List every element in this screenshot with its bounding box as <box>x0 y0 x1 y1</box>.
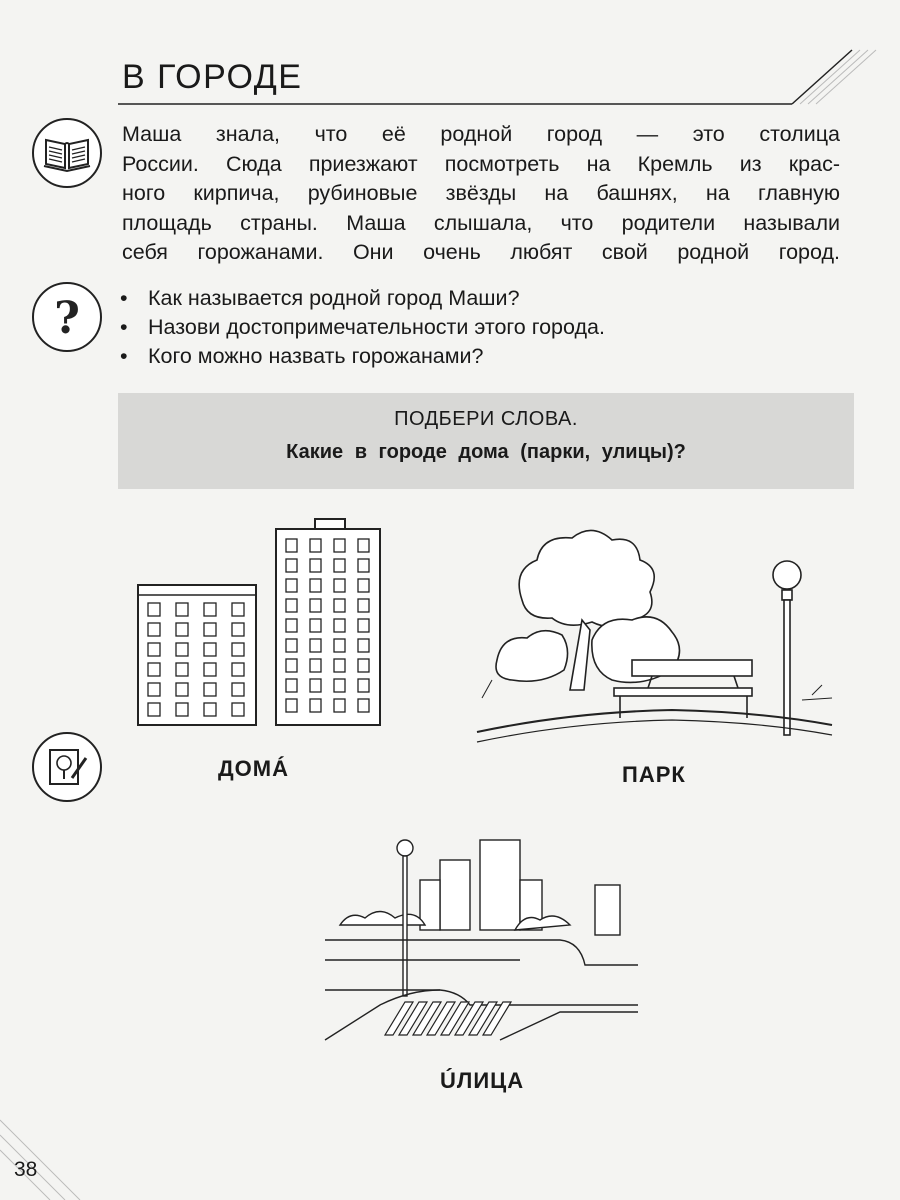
window-shape <box>232 663 244 676</box>
window-shape <box>310 539 321 552</box>
reading-line: России. Сюда приезжают посмотреть на Кремль из крас- <box>122 151 840 176</box>
window-shape <box>334 639 345 652</box>
window-shape <box>358 679 369 692</box>
window-shape <box>286 599 297 612</box>
book-icon <box>32 118 102 188</box>
task-subtitle: Какие в городе дома (парки, улицы)? <box>286 441 686 463</box>
window-shape <box>334 619 345 632</box>
question-item: • Как называется родной город Маши? <box>118 284 605 313</box>
drawing-task-icon <box>32 732 102 802</box>
window-shape <box>286 619 297 632</box>
page-corner-decoration <box>0 1090 120 1200</box>
window-shape <box>204 643 216 656</box>
window-shape <box>204 623 216 636</box>
street-caption: ÚЛИЦА <box>440 1068 525 1093</box>
window-shape <box>232 683 244 696</box>
window-shape <box>334 559 345 572</box>
window-shape <box>334 679 345 692</box>
window-shape <box>334 599 345 612</box>
street-illustration <box>320 830 640 1050</box>
task-banner <box>118 393 854 489</box>
window-shape <box>176 603 188 616</box>
page-title: В ГОРОДЕ <box>122 58 303 96</box>
window-shape <box>148 683 160 696</box>
window-shape <box>148 703 160 716</box>
window-shape <box>148 623 160 636</box>
reading-text <box>122 120 840 268</box>
window-shape <box>310 639 321 652</box>
window-shape <box>176 703 188 716</box>
reading-line: Маша знала, что её родной город — это столица <box>122 122 840 146</box>
window-shape <box>358 639 369 652</box>
park-caption: ПАРК <box>622 762 686 787</box>
task-title: ПОДБЕРИ СЛОВА. <box>394 408 578 430</box>
window-shape <box>358 619 369 632</box>
window-shape <box>204 603 216 616</box>
buildings-illustration <box>130 515 390 735</box>
window-shape <box>358 579 369 592</box>
reading-line: ного кирпича, рубиновые звёзды на башнях, на главную <box>122 181 840 205</box>
window-shape <box>286 699 297 712</box>
park-illustration <box>472 520 842 750</box>
window-shape <box>148 663 160 676</box>
window-shape <box>358 559 369 572</box>
question-item: • Кого можно назвать горожанами? <box>118 342 605 371</box>
window-shape <box>176 643 188 656</box>
window-shape <box>334 699 345 712</box>
window-shape <box>204 663 216 676</box>
window-shape <box>176 683 188 696</box>
window-shape <box>334 659 345 672</box>
reading-line: площадь страны. Маша слышала, что родители называли <box>122 210 840 235</box>
window-shape <box>358 699 369 712</box>
window-shape <box>204 703 216 716</box>
window-shape <box>358 539 369 552</box>
window-shape <box>286 559 297 572</box>
window-shape <box>358 659 369 672</box>
window-shape <box>310 679 321 692</box>
window-shape <box>310 599 321 612</box>
window-shape <box>310 559 321 572</box>
window-shape <box>358 599 369 612</box>
homes-caption: ДОМÁ <box>218 756 289 781</box>
window-shape <box>286 539 297 552</box>
page-number: 38 <box>14 1158 38 1181</box>
reading-line: себя горожанами. Они очень любят свой родной город. <box>122 240 840 264</box>
question-item: • Назови достопримечательности этого города. <box>118 313 605 342</box>
window-shape <box>232 623 244 636</box>
window-shape <box>176 623 188 636</box>
svg-text:?: ? <box>54 293 80 344</box>
window-shape <box>232 643 244 656</box>
window-shape <box>286 679 297 692</box>
window-shape <box>204 683 216 696</box>
window-shape <box>176 663 188 676</box>
question-icon <box>32 282 102 352</box>
window-shape <box>310 579 321 592</box>
window-shape <box>310 699 321 712</box>
window-shape <box>286 659 297 672</box>
window-shape <box>232 603 244 616</box>
window-shape <box>232 703 244 716</box>
window-shape <box>334 579 345 592</box>
window-shape <box>286 579 297 592</box>
window-shape <box>310 619 321 632</box>
question-list <box>118 284 605 371</box>
window-shape <box>286 639 297 652</box>
window-shape <box>334 539 345 552</box>
window-shape <box>310 659 321 672</box>
window-shape <box>148 603 160 616</box>
window-shape <box>148 643 160 656</box>
